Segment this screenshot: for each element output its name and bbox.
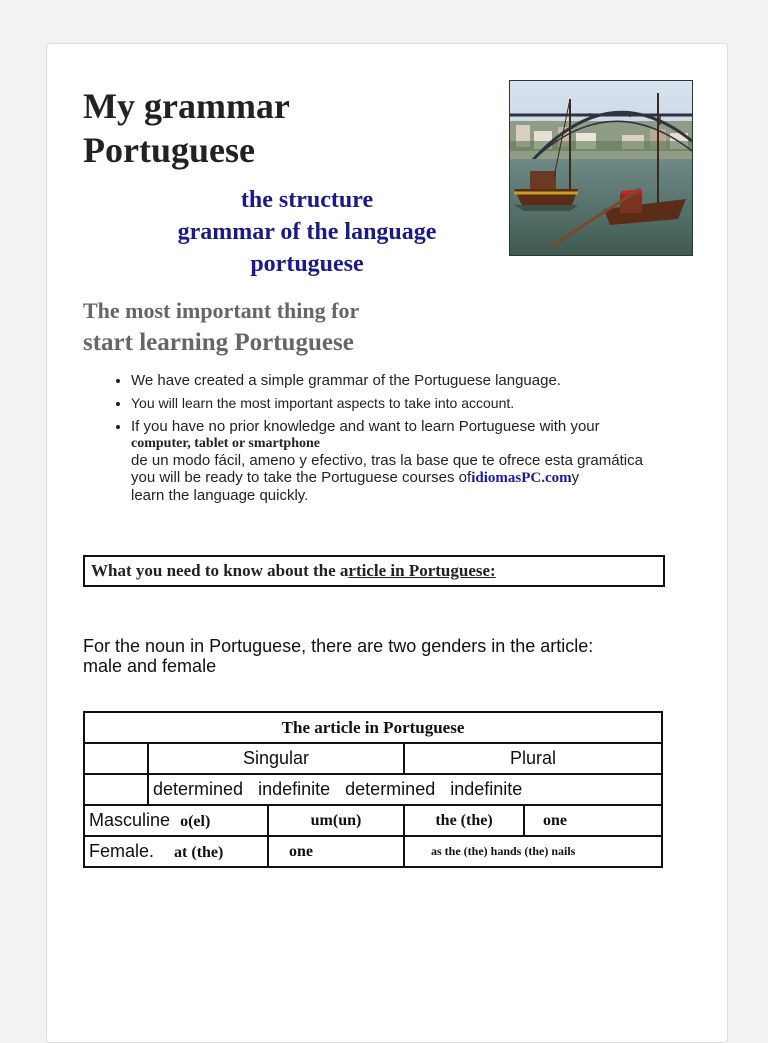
table-row (84, 836, 662, 867)
genders-intro (83, 636, 683, 676)
bullet-3-line-3: you will be ready to take the Portuguese courses of (131, 469, 472, 486)
bullet-list (87, 372, 731, 510)
masculine-cell (84, 805, 268, 836)
section-heading-line-1: The most important thing for (83, 298, 360, 323)
bullet-3-line-2: de un modo fácil, ameno y efectivo, tras la base que te ofrece esta gramática (131, 452, 643, 469)
table-row (84, 743, 662, 774)
genders-intro-line-2: male and female (83, 656, 217, 676)
article-heading-underlined: rticle in Portuguese: (348, 561, 496, 580)
bullet-item-1: • We have created a simple grammar of the Portuguese language. (131, 372, 731, 389)
table-subheader-cell (148, 774, 662, 805)
table-header-singular: Singular (148, 743, 404, 774)
bullet-3-devices: computer, tablet or smartphone (131, 436, 320, 451)
masc-singular-determined: o(el) (180, 813, 211, 830)
article-heading-box (83, 555, 665, 587)
porto-boats-photo (509, 80, 693, 256)
table-cell (84, 743, 148, 774)
table-row (84, 805, 662, 836)
article-table (83, 711, 663, 868)
subtitle-line-3: portuguese (250, 251, 364, 277)
table-row (84, 712, 662, 743)
masc-singular-indefinite: um(un) (268, 805, 404, 836)
genders-intro-line-1: For the noun in Portuguese, there are two genders in the article: (83, 636, 594, 656)
fem-plural: as the (the) hands (the) nails (404, 836, 662, 867)
row-label-masculine: Masculine (89, 810, 171, 830)
subtitle-line-2: grammar of the language (177, 219, 437, 245)
article-heading-start: What you need to know about the a (91, 561, 349, 580)
bullet-3-line-1: If you have no prior knowledge and want to learn Portuguese with your (131, 418, 600, 435)
subheader-determined-1: determined (153, 779, 244, 799)
subheader-determined-2: determined (345, 779, 436, 799)
fem-singular-indefinite: one (268, 836, 404, 867)
subheader-indefinite-2: indefinite (450, 779, 523, 799)
page-subtitle (147, 184, 467, 280)
section-heading-line-2: start learning Portuguese (83, 329, 354, 356)
page-title (83, 84, 290, 172)
idiomaspc-link[interactable]: idiomasPC.com (471, 470, 572, 486)
bullet-item-3 (131, 418, 731, 504)
subtitle-line-1: the structure (240, 187, 374, 213)
row-label-feminine: Female. (89, 841, 155, 861)
table-row (84, 774, 662, 805)
table-caption: The article in Portuguese (84, 712, 662, 743)
masc-plural-indefinite: one (524, 805, 662, 836)
table-header-plural: Plural (404, 743, 662, 774)
title-line-2: Portuguese (83, 130, 255, 170)
section-heading (83, 296, 359, 360)
feminine-cell (84, 836, 268, 867)
boats-river-bridge-image (510, 81, 692, 255)
table-cell (84, 774, 148, 805)
subheader-indefinite-1: indefinite (258, 779, 331, 799)
bullet-3-line-4: learn the language quickly. (131, 487, 309, 504)
masc-plural-determined: the (the) (404, 805, 524, 836)
title-line-1: My grammar (83, 86, 290, 126)
fem-singular-determined: at (the) (174, 844, 224, 861)
bullet-item-2: • You will learn the most important aspects to take into account. (131, 395, 731, 412)
bullet-3-line-3-end: y (571, 469, 580, 486)
document-page (46, 43, 728, 1043)
